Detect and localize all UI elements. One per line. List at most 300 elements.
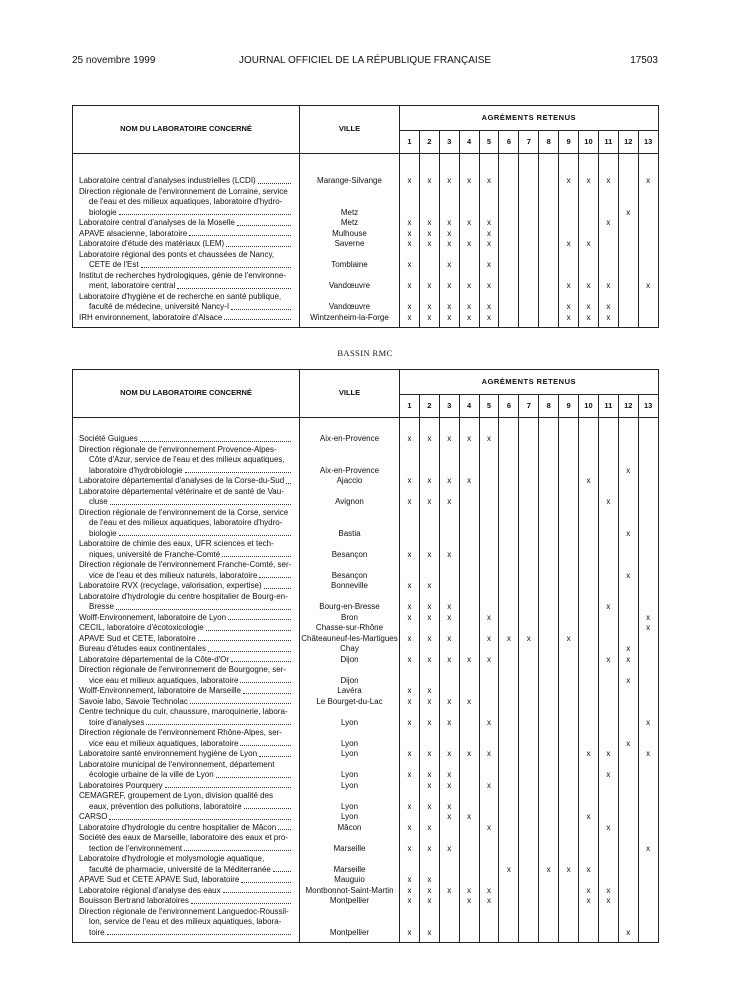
city: Aix-en-Provence [300,434,400,445]
table-row [73,239,659,250]
agrement-mark-6 [499,875,519,886]
agrement-mark-8 [539,476,559,487]
agrement-mark-8 [539,487,559,508]
agrement-mark-2: x [419,634,439,645]
agrement-mark-9 [559,791,579,812]
agrement-mark-8 [539,581,559,592]
agrement-mark-5 [479,665,499,686]
agrement-mark-3: x [439,539,459,560]
agrement-mark-11 [598,560,618,581]
column-number: 13 [638,131,658,154]
agrement-mark-13 [638,665,658,686]
lab-name-line: Bresse [79,602,293,613]
agrement-mark-5: x [479,176,499,187]
agrement-mark-11 [598,812,618,823]
table-row [73,487,659,508]
city: Chay [300,644,400,655]
agrement-mark-2: x [419,781,439,792]
agrement-mark-6 [499,434,519,445]
agrement-mark-4 [459,581,479,592]
issue-date: 25 novembre 1999 [72,55,156,66]
lab-name [73,176,300,187]
table-row [73,434,659,445]
table-row [73,697,659,708]
agrement-mark-6 [499,697,519,708]
agrement-mark-5: x [479,434,499,445]
agrement-mark-2: x [419,655,439,666]
agrement-mark-5 [479,644,499,655]
lab-name-line: Laboratoire de chimie des eaux, UFR sciences et tech- [79,539,274,548]
agrement-mark-13 [638,592,658,613]
agrement-mark-13 [638,886,658,897]
agrement-mark-13 [638,655,658,666]
agrement-mark-7 [519,665,539,686]
agrement-mark-13 [638,823,658,834]
agrement-mark-9 [559,581,579,592]
agrement-mark-13 [638,728,658,749]
city: Lyon [300,707,400,728]
lab-name-line: Direction régionale de l'environnement Rhône-Alpes, ser- [79,728,282,737]
agrement-mark-5: x [479,655,499,666]
lab-name-line: Laboratoire régional d'analyse des eaux [79,886,293,897]
agrement-mark-8 [539,644,559,655]
agrement-mark-12 [618,239,638,250]
lab-name [73,697,300,708]
table-row [73,623,659,634]
city: Le Bourget-du-Lac [300,697,400,708]
table-row [73,613,659,624]
agrement-mark-2: x [419,886,439,897]
lab-name [73,665,300,686]
agrement-mark-11: x [598,218,618,229]
city: Montbonnot-Saint-Martin [300,886,400,897]
agrement-mark-10 [579,592,599,613]
agrement-mark-10 [579,707,599,728]
lab-name [73,760,300,781]
agrement-mark-7 [519,434,539,445]
agrement-mark-7 [519,791,539,812]
agrement-mark-7 [519,229,539,240]
agrement-mark-12 [618,760,638,781]
agrement-mark-12 [618,623,638,634]
agrement-mark-2 [419,854,439,875]
lab-name-line: Centre technique du cuir, chaussure, maroquinerie, labora- [79,707,288,716]
lab-name-line: Direction régionale de l'environnement de la Corse, service [79,507,289,517]
lab-name [73,634,300,645]
agrement-mark-4: x [459,292,479,313]
lab-name-line: Direction régionale de l'environnement de Lorraine, service [79,186,288,196]
agrement-mark-4: x [459,697,479,708]
agrement-mark-5: x [479,749,499,760]
agrement-mark-3: x [439,749,459,760]
agrement-mark-3: x [439,487,459,508]
agrement-mark-6 [499,218,519,229]
agrement-mark-13 [638,508,658,540]
table-row [73,833,659,854]
agrement-mark-12: x [618,728,638,749]
agrement-mark-8 [539,791,559,812]
section-title: BASSIN RMC [337,348,393,358]
agrement-mark-10 [579,613,599,624]
agrement-mark-13 [638,187,658,219]
agrement-mark-2: x [419,896,439,907]
agrement-mark-3 [439,644,459,655]
agrement-mark-1: x [400,707,420,728]
agrement-mark-10 [579,623,599,634]
lab-name-line: Laboratoire régional des ponts et chaussées de Nancy, [79,249,275,259]
agrement-mark-5 [479,812,499,823]
agrement-mark-11: x [598,823,618,834]
agrement-mark-7 [519,728,539,749]
agrement-mark-4 [459,560,479,581]
agrement-mark-3 [439,623,459,634]
table-row [73,896,659,907]
agrement-mark-6 [499,508,519,540]
agrement-mark-4 [459,728,479,749]
agrement-mark-1: x [400,239,420,250]
agrement-mark-12 [618,229,638,240]
agrement-mark-13 [638,434,658,445]
agrement-mark-7 [519,833,539,854]
table-row [73,539,659,560]
agrement-mark-3: x [439,697,459,708]
agrement-mark-12 [618,697,638,708]
agrement-mark-13 [638,686,658,697]
column-number: 12 [618,131,638,154]
agrement-mark-6 [499,886,519,897]
city: Lyon [300,728,400,749]
agrement-mark-13 [638,560,658,581]
agrement-mark-2: x [419,476,439,487]
agrement-mark-4 [459,187,479,219]
agrement-mark-11: x [598,749,618,760]
agrement-mark-3: x [439,434,459,445]
agrement-mark-7 [519,187,539,219]
agrement-mark-5 [479,686,499,697]
agrement-mark-1 [400,728,420,749]
agrement-mark-12 [618,896,638,907]
agrement-mark-4 [459,644,479,655]
agrement-mark-5: x [479,229,499,240]
agrement-mark-13 [638,896,658,907]
agrement-mark-13 [638,476,658,487]
column-header-agrements: AGRÉMENTS RETENUS [400,106,659,131]
column-number: 3 [439,395,459,418]
agrement-mark-1: x [400,292,420,313]
agrement-mark-4 [459,613,479,624]
agrement-mark-11: x [598,487,618,508]
agrement-mark-1: x [400,176,420,187]
agrement-mark-4 [459,250,479,271]
agrement-mark-8 [539,781,559,792]
column-header-name: NOM DU LABORATOIRE CONCERNÉ [120,124,252,134]
column-number: 4 [459,131,479,154]
city: Mâcon [300,823,400,834]
agrement-mark-4: x [459,655,479,666]
agrement-mark-1: x [400,539,420,560]
agrement-mark-4 [459,907,479,939]
agrement-mark-2: x [419,487,439,508]
agrement-mark-5: x [479,823,499,834]
agrement-mark-3 [439,560,459,581]
agrement-mark-5: x [479,707,499,728]
agrement-mark-10 [579,760,599,781]
lab-name [73,707,300,728]
table-row [73,250,659,271]
agrement-mark-12 [618,854,638,875]
agrement-mark-5: x [479,313,499,324]
agrement-mark-13 [638,875,658,886]
lab-name-line: Laboratoire d'étude des matériaux (LEM) [79,239,293,250]
lab-name [73,886,300,897]
agrement-mark-9 [559,655,579,666]
agrement-mark-7 [519,445,539,477]
agrement-mark-4 [459,634,479,645]
journal-title: JOURNAL OFFICIEL DE LA RÉPUBLIQUE FRANÇAISE [238,55,492,66]
agrement-mark-6 [499,728,519,749]
agrement-mark-11 [598,907,618,939]
column-number: 8 [539,131,559,154]
agrement-mark-9 [559,875,579,886]
agrement-mark-11 [598,728,618,749]
agrement-mark-11 [598,634,618,645]
agrement-mark-11: x [598,271,618,292]
table-row [73,760,659,781]
agrement-mark-1: x [400,896,420,907]
agrement-mark-5: x [479,239,499,250]
agrement-mark-8 [539,176,559,187]
agrement-mark-3: x [439,886,459,897]
agrement-mark-9 [559,560,579,581]
agrement-mark-1 [400,445,420,477]
lab-name [73,581,300,592]
agrement-mark-6 [499,487,519,508]
agrement-mark-5 [479,476,499,487]
agrement-mark-9: x [559,292,579,313]
table-row [73,176,659,187]
lab-name [73,728,300,749]
city: Aix-en-Provence [300,445,400,477]
agrement-mark-12 [618,218,638,229]
city: Besançon [300,539,400,560]
agrement-mark-4 [459,623,479,634]
agrement-mark-10: x [579,854,599,875]
lab-name-line: niques, université de Franche-Comté [79,550,293,561]
agrement-mark-11 [598,686,618,697]
lab-name-line: Laboratoire central d'analyses industrielles (LCDI) [79,176,293,187]
agrement-mark-13 [638,218,658,229]
agrement-mark-9 [559,760,579,781]
lab-name-line: CETE de l'Est [79,260,293,271]
lab-name [73,239,300,250]
city: Marseille [300,833,400,854]
column-number: 13 [638,395,658,418]
agrement-mark-12 [618,833,638,854]
lab-name-line: Laboratoires Pourquery [79,781,293,792]
city: Lyon [300,791,400,812]
agrement-mark-3 [439,187,459,219]
agrement-mark-13: x [638,749,658,760]
agrement-mark-13 [638,581,658,592]
agrement-mark-13 [638,634,658,645]
agrement-mark-9 [559,187,579,219]
agrement-mark-1: x [400,581,420,592]
column-number: 5 [479,395,499,418]
agrement-mark-8 [539,508,559,540]
agrement-mark-9 [559,592,579,613]
agrement-mark-8 [539,907,559,939]
agrement-mark-3: x [439,313,459,324]
agrement-mark-6 [499,539,519,560]
agrement-mark-1: x [400,655,420,666]
agrement-mark-13 [638,697,658,708]
agrement-mark-1: x [400,760,420,781]
agrement-mark-3 [439,896,459,907]
agrement-mark-7 [519,623,539,634]
agrement-mark-3: x [439,176,459,187]
agrement-mark-10 [579,539,599,560]
agrement-mark-7 [519,487,539,508]
agrement-mark-7 [519,613,539,624]
agrement-mark-7 [519,239,539,250]
agrement-mark-1: x [400,791,420,812]
agrement-mark-2 [419,250,439,271]
page-number: 17503 [630,55,658,66]
agrement-mark-1 [400,665,420,686]
column-header-ville: VILLE [300,370,400,418]
lab-name-line: Direction régionale de l'environnement Languedoc-Roussil- [79,906,289,916]
table-row [73,634,659,645]
agrement-mark-4 [459,781,479,792]
agrement-mark-2 [419,445,439,477]
agrement-mark-8 [539,613,559,624]
agrement-mark-7 [519,560,539,581]
agrement-mark-10: x [579,896,599,907]
agrement-mark-2: x [419,833,439,854]
column-number: 9 [559,395,579,418]
city: Lyon [300,749,400,760]
agrement-mark-7 [519,686,539,697]
lab-name [73,487,300,508]
agrement-mark-13: x [638,707,658,728]
agrement-mark-8: x [539,854,559,875]
lab-name-line: Laboratoire d'hydrologie du centre hospitalier de Bourg-en- [79,591,288,601]
agrement-mark-11 [598,187,618,219]
lab-name [73,655,300,666]
agrement-mark-11 [598,581,618,592]
agrement-mark-13 [638,229,658,240]
agrement-mark-10 [579,823,599,834]
agrement-mark-12 [618,707,638,728]
agrement-mark-1 [400,187,420,219]
city: Montpellier [300,907,400,939]
agrement-mark-1: x [400,613,420,624]
city: Chasse-sur-Rhône [300,623,400,634]
city: Montpellier [300,896,400,907]
column-number: 7 [519,395,539,418]
agrement-mark-6 [499,313,519,324]
agrement-mark-5 [479,581,499,592]
agrement-mark-7 [519,313,539,324]
agrement-mark-11: x [598,655,618,666]
lab-name [73,896,300,907]
lab-name [73,292,300,313]
agrement-mark-4 [459,592,479,613]
agrement-mark-10 [579,508,599,540]
agrement-mark-9 [559,623,579,634]
lab-name-line: vice eau et milieux aquatiques, laboratoire [79,676,293,687]
agrement-mark-11 [598,239,618,250]
agrement-mark-5 [479,623,499,634]
agrement-mark-6 [499,560,519,581]
agrement-mark-7 [519,886,539,897]
lab-name-line: Wolff-Environnement, laboratoire de Lyon [79,613,293,624]
city: Mulhouse [300,229,400,240]
agrement-mark-12: x [618,655,638,666]
agrement-mark-12 [618,823,638,834]
agrement-mark-8 [539,823,559,834]
agrement-mark-11 [598,875,618,886]
agrement-mark-2 [419,728,439,749]
agrement-mark-7 [519,781,539,792]
agrement-mark-13 [638,239,658,250]
column-number: 12 [618,395,638,418]
agrement-mark-8 [539,229,559,240]
agrement-mark-1: x [400,313,420,324]
agrement-mark-2: x [419,218,439,229]
agrement-mark-7 [519,907,539,939]
agrement-mark-10 [579,581,599,592]
agrement-mark-5 [479,445,499,477]
agrement-mark-5: x [479,271,499,292]
agrement-mark-5 [479,760,499,781]
agrement-mark-5: x [479,292,499,313]
agrement-mark-1: x [400,218,420,229]
lab-name [73,854,300,875]
agrement-mark-2: x [419,581,439,592]
lab-name-line: CEMAGREF, groupement de Lyon, division qualité des [79,791,274,800]
agrement-mark-8 [539,833,559,854]
lab-name [73,623,300,634]
agrement-mark-10 [579,907,599,939]
agrement-mark-10: x [579,292,599,313]
agrement-mark-8 [539,697,559,708]
lab-name-line: écologie urbaine de la ville de Lyon [79,770,293,781]
table-row [73,476,659,487]
lab-name-line: de l'eau et des milieux aquatiques, laboratoire d'hydro- [89,197,283,206]
agrement-mark-12 [618,313,638,324]
agrement-mark-10 [579,644,599,655]
agrement-mark-13 [638,644,658,655]
agrement-mark-8 [539,218,559,229]
table-row [73,644,659,655]
agrement-mark-3: x [439,707,459,728]
agrement-mark-12 [618,886,638,897]
agrement-mark-10: x [579,749,599,760]
table-row [73,581,659,592]
table-row [73,665,659,686]
agrement-mark-8 [539,187,559,219]
agrement-mark-12 [618,176,638,187]
lab-name [73,560,300,581]
agrement-mark-3 [439,686,459,697]
agrement-mark-5: x [479,896,499,907]
agrement-mark-5 [479,487,499,508]
agrement-mark-8 [539,292,559,313]
agrement-mark-9: x [559,313,579,324]
table-row [73,560,659,581]
agrement-mark-5: x [479,250,499,271]
